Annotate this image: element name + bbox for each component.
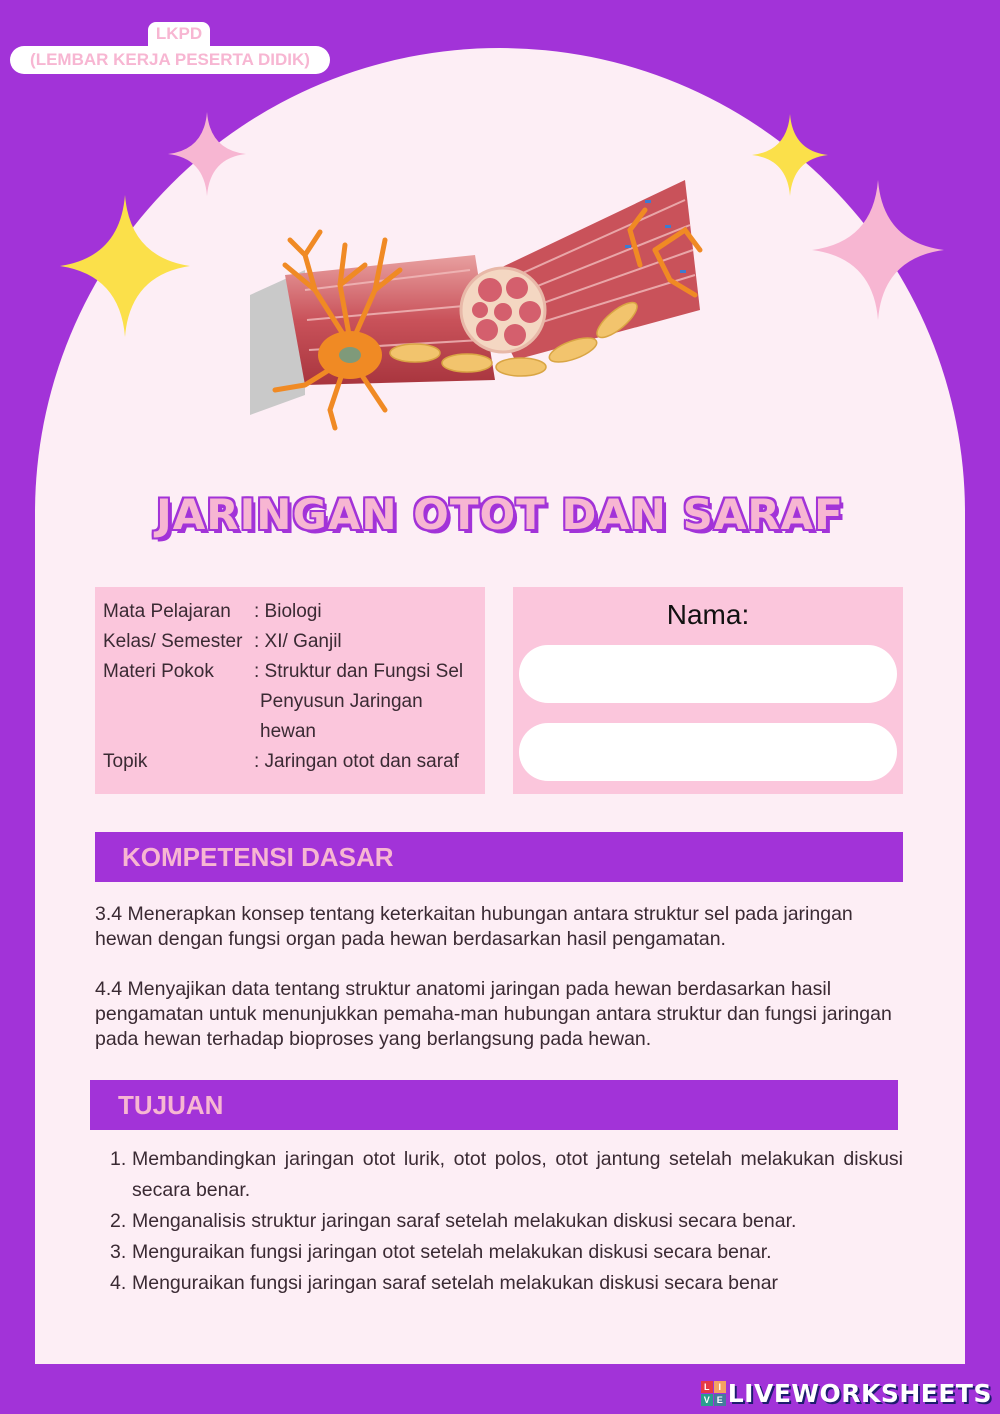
sparkle-yellow-left-icon — [60, 195, 190, 337]
list-item-text: Menguraikan fungsi jaringan otot setelah melakukan diskusi secara benar. — [132, 1241, 772, 1263]
page-title: JARINGAN OTOT DAN SARAF — [156, 490, 844, 539]
sparkle-pink-small-icon — [168, 112, 246, 196]
tujuan-list — [110, 1144, 903, 1299]
list-item — [110, 1206, 903, 1237]
info-label: Mata Pelajaran — [103, 601, 231, 622]
name-label: Nama: — [666, 599, 750, 630]
name-input-2[interactable] — [519, 723, 897, 781]
list-item — [110, 1268, 903, 1299]
liveworksheets-logo-icon: L I V E — [701, 1381, 726, 1406]
name-box — [513, 587, 903, 794]
info-row-materi-cont2 — [103, 717, 477, 747]
info-value: : Struktur dan Fungsi Sel — [254, 661, 464, 682]
info-row-materi — [103, 657, 477, 687]
muscle-nerve-illustration — [245, 170, 715, 435]
list-item-text: Menguraikan fungsi jaringan saraf setelah melakukan diskusi secara benar — [132, 1272, 779, 1294]
info-value: : Jaringan otot dan saraf — [254, 751, 459, 772]
lkpd-badge-title: LKPD — [148, 22, 210, 46]
liveworksheets-brand[interactable] — [701, 1376, 992, 1410]
info-row-kelas — [103, 627, 477, 657]
list-item — [110, 1144, 903, 1206]
info-row-topik — [103, 747, 477, 777]
list-item-number: 3. — [110, 1241, 127, 1263]
info-row-materi-cont — [103, 687, 477, 717]
info-row-mapel — [103, 597, 477, 627]
list-item-number: 2. — [110, 1210, 127, 1232]
kd-3-4: 3.4 Menerapkan konsep tentang keterkaitan hubungan antara struktur sel pada jaringan hewan dengan fungsi organ pada hewan berdasarkan hasil pengamatan. — [95, 903, 853, 950]
list-item-text: Membandingkan jaringan otot lurik, otot polos, otot jantung setelah melakukan diskusi secara benar. — [132, 1148, 903, 1201]
kompetensi-heading: KOMPETENSI DASAR — [95, 832, 903, 882]
info-label: Topik — [103, 751, 148, 772]
list-item-number: 4. — [110, 1272, 127, 1294]
sparkle-pink-large-icon — [812, 180, 944, 320]
name-input-1[interactable] — [519, 645, 897, 703]
info-label: Kelas/ Semester — [103, 631, 243, 652]
brand-name: LIVEWORKSHEETS — [727, 1378, 992, 1408]
tujuan-heading: TUJUAN — [90, 1080, 898, 1130]
info-label: Materi Pokok — [103, 661, 214, 682]
list-item — [110, 1237, 903, 1268]
lkpd-badge-subtitle: (LEMBAR KERJA PESERTA DIDIK) — [10, 46, 330, 74]
lkpd-badge — [10, 22, 330, 78]
info-value: Penyusun Jaringan — [260, 691, 423, 712]
info-value: hewan — [260, 721, 316, 742]
info-value: : XI/ Ganjil — [254, 631, 342, 652]
subject-info-box — [95, 587, 485, 794]
kd-4-4: 4.4 Menyajikan data tentang struktur anatomi jaringan pada hewan berdasarkan hasil pengamatan untuk menunjukkan pemaha-man hubungan antara struktur dan fungsi jaringan pada hewan terhadap bioproses yang berlangsung pada hewan. — [95, 978, 892, 1050]
info-value: : Biologi — [254, 601, 322, 622]
list-item-text: Menganalisis struktur jaringan saraf setelah melakukan diskusi secara benar. — [132, 1210, 797, 1232]
list-item-number: 1. — [110, 1148, 127, 1170]
